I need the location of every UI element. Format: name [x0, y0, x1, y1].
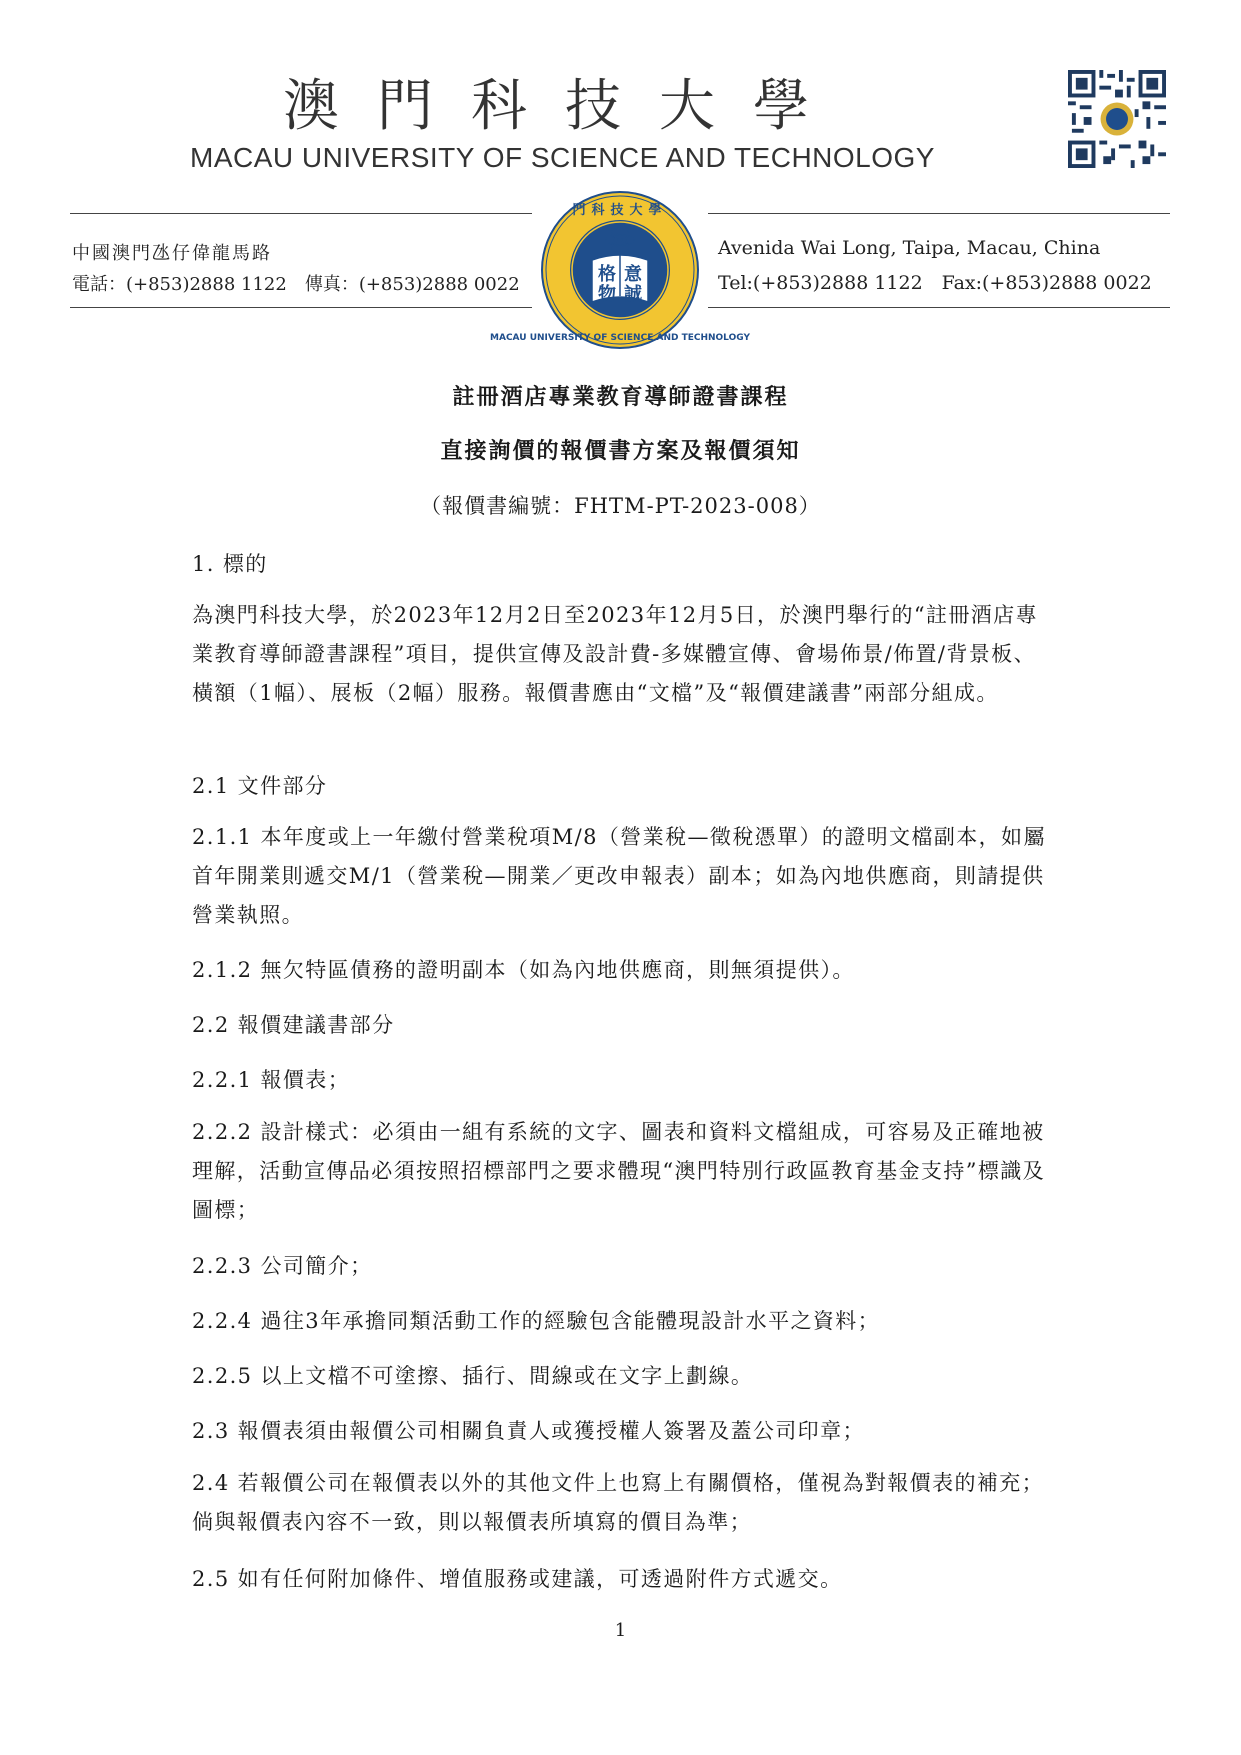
qr-code-icon [1068, 70, 1166, 168]
section-item: 2.1.2 無欠特區債務的證明副本（如為內地供應商，則無須提供）。 [192, 958, 855, 982]
university-name-en: MACAU UNIVERSITY OF SCIENCE AND TECHNOLOGY [190, 142, 935, 173]
section-item: 2.2.1 報價表； [192, 1068, 351, 1092]
address-zh: 中國澳門氹仔偉龍馬路 [72, 243, 272, 264]
university-emblem-icon [490, 190, 750, 350]
header-divider [70, 307, 532, 308]
section-item: 2.2.3 公司簡介； [192, 1254, 373, 1278]
section-item: 2.5 如有任何附加條件、增值服務或建議，可透過附件方式遞交。 [192, 1567, 843, 1591]
header-divider [708, 307, 1170, 308]
svg-text:MACAU UNIVERSITY OF SCIENCE AN: MACAU UNIVERSITY OF SCIENCE AND TECHNOLOGY [490, 333, 750, 343]
section-item: 2.2.5 以上文檔不可塗擦、插行、間線或在文字上劃線。 [192, 1364, 754, 1388]
header-divider [708, 213, 1170, 214]
page-number: 1 [614, 1620, 627, 1641]
svg-text:門科技大學: 門科技大學 [572, 203, 668, 218]
section-item: 2.3 報價表須由報價公司相關負責人或獲授權人簽署及蓋公司印章； [192, 1419, 865, 1443]
section-paragraph [192, 1464, 1052, 1542]
section-item: 2.2.4 過往3年承擔同類活動工作的經驗包含能體現設計水平之資料； [192, 1309, 881, 1333]
paragraph-text: 2.1.1 本年度或上一年繳付營業稅項M/8（營業稅—徵稅憑單）的證明文檔副本，如屬首年開業則遞交M/1（營業稅—開業／更改申報表）副本；如為內地供應商，則請提供營業執照。 [192, 825, 1046, 927]
section-paragraph [192, 596, 1052, 713]
document-title: 註冊酒店專業教育導師證書課程 [452, 384, 789, 410]
quotation-reference: （報價書編號：FHTM-PT-2023-008） [420, 494, 821, 518]
section-heading: 1. 標的 [192, 552, 268, 576]
phone-fax-en: Tel:(+853)2888 1122 Fax:(+853)2888 0022 [718, 272, 1152, 294]
paragraph-text: 2.2.2 設計樣式：必須由一組有系統的文字、圖表和資料文檔組成，可容易及正確地被理解，活動宣傳品必須按照招標部門之要求體現“澳門特別行政區教育基金支持”標識及圖標； [192, 1120, 1046, 1222]
section-paragraph [192, 818, 1052, 935]
paragraph-text: 為澳門科技大學，於2023年12月2日至2023年12月5日，於澳門舉行的“註冊酒店專業教育導師證書課程”項目，提供宣傳及設計費-多媒體宣傳、會場佈景/佈置/背景板、橫額（1幅）、展板（2幅）服務。報價書應由“文檔”及“報價建議書”兩部分組成。 [192, 603, 1038, 705]
svg-text:意: 意 [624, 264, 642, 285]
address-en: Avenida Wai Long, Taipa, Macau, China [718, 237, 1101, 259]
svg-text:格: 格 [598, 264, 616, 285]
university-name-zh: 澳門科技大學 [283, 74, 847, 139]
header-divider [70, 213, 532, 214]
svg-text:誠: 誠 [624, 284, 642, 305]
paragraph-text: 2.4 若報價公司在報價表以外的其他文件上也寫上有關價格，僅視為對報價表的補充；倘與報價表內容不一致，則以報價表所填寫的價目為準； [192, 1471, 1045, 1534]
section-heading: 2.2 報價建議書部分 [192, 1013, 395, 1037]
document-subtitle: 直接詢價的報價書方案及報價須知 [440, 438, 801, 464]
section-paragraph [192, 1113, 1052, 1230]
svg-text:物: 物 [598, 284, 616, 305]
section-heading: 2.1 文件部分 [192, 774, 328, 798]
phone-fax-zh: 電話：(+853)2888 1122 傳真：(+853)2888 0022 [72, 274, 520, 295]
